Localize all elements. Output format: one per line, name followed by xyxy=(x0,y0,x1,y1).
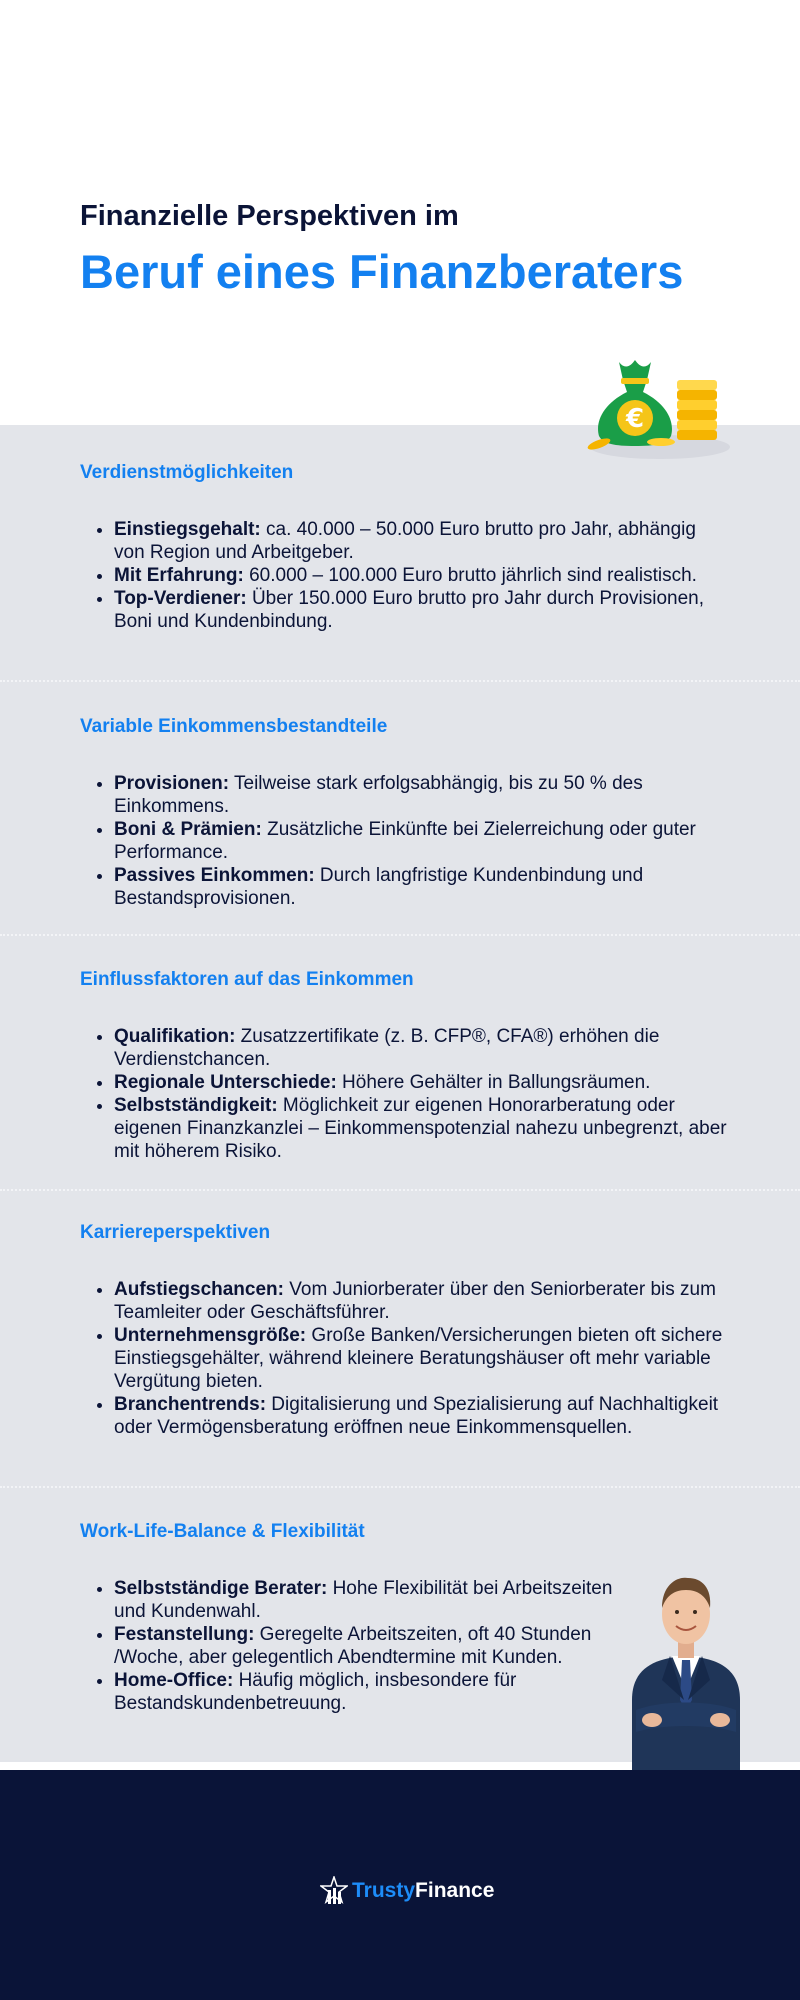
bullet-list xyxy=(80,1577,620,1715)
item-label: Regionale Unterschiede: xyxy=(114,1072,337,1093)
item-text: Zusätzliche Einkünfte bei Zielerreichung oder guter Performance. xyxy=(114,819,696,863)
star-logo-icon xyxy=(320,1876,348,1906)
item-label: Passives Einkommen: xyxy=(114,865,315,886)
section-heading: Verdienstmöglichkeiten xyxy=(80,462,294,483)
section-work-life xyxy=(80,1521,620,1715)
businessman-illustration xyxy=(622,1560,750,1770)
item-text: Geregelte Arbeitszeiten, oft 40 Stunden /Woche, aber gelegentlich Abendtermine mit Kunden. xyxy=(114,1624,592,1668)
item-text: Hohe Flexibilität bei Arbeitszeiten und Kundenwahl. xyxy=(114,1578,613,1622)
item-text: 60.000 – 100.000 Euro brutto jährlich sind realistisch. xyxy=(243,565,697,586)
item-text: Große Banken/Versicherungen bieten oft sichere Einstiegsgehälter, während kleinere Beratungshäuser oft mehr variable Vergütung bieten. xyxy=(114,1325,723,1392)
list-item xyxy=(114,1393,730,1439)
item-text: Möglichkeit zur eigenen Honorarberatung oder eigenen Finanzkanzlei – Einkommenspotenzial nahezu unbegrenzt, aber mit höherem Risiko. xyxy=(114,1095,727,1162)
section-divider xyxy=(0,1189,800,1191)
item-label: Top-Verdiener: xyxy=(114,588,247,609)
section-heading: Einflussfaktoren auf das Einkommen xyxy=(80,969,414,990)
item-text: ca. 40.000 – 50.000 Euro brutto pro Jahr, abhängig von Region und Arbeitgeber. xyxy=(114,519,696,563)
list-item xyxy=(114,864,730,910)
item-text: Durch langfristige Kundenbindung und Bestandsprovisionen. xyxy=(114,865,644,909)
logo-wordmark xyxy=(352,1879,494,1903)
bullet-list xyxy=(80,1278,730,1439)
page-subtitle: Finanzielle Perspektiven im xyxy=(80,200,459,232)
section-divider xyxy=(0,934,800,936)
section-variable-income xyxy=(80,716,730,910)
section-career xyxy=(80,1222,730,1439)
item-label: Selbstständigkeit: xyxy=(114,1095,278,1116)
section-income-factors xyxy=(80,969,730,1163)
item-text: Über 150.000 Euro brutto pro Jahr durch Provisionen, Boni und Kundenbindung. xyxy=(114,588,704,632)
item-text: Zusatzzertifikate (z. B. CFP®, CFA®) erhöhen die Verdienstchancen. xyxy=(114,1026,660,1070)
list-item xyxy=(114,1025,730,1071)
logo-part-trusty: Trusty xyxy=(352,1879,416,1902)
item-text: Höhere Gehälter in Ballungsräumen. xyxy=(336,1072,651,1093)
list-item xyxy=(114,587,730,633)
money-bag-icon xyxy=(585,352,730,462)
item-label: Festanstellung: xyxy=(114,1624,255,1645)
list-item xyxy=(114,1094,730,1163)
section-heading: Variable Einkommensbestandteile xyxy=(80,716,388,737)
item-label: Boni & Prämien: xyxy=(114,819,262,840)
item-text: Häufig möglich, insbesondere für Bestandskundenbetreuung. xyxy=(114,1670,517,1714)
bullet-list xyxy=(80,772,730,910)
list-item xyxy=(114,1669,620,1715)
item-label: Mit Erfahrung: xyxy=(114,565,244,586)
bullet-list xyxy=(80,1025,730,1163)
list-item xyxy=(114,564,730,587)
list-item xyxy=(114,1071,730,1094)
page-title: Beruf eines Finanzberaters xyxy=(80,245,684,298)
item-text: Teilweise stark erfolgsabhängig, bis zu 50 % des Einkommens. xyxy=(114,773,643,817)
item-label: Einstiegsgehalt: xyxy=(114,519,261,540)
logo-part-finance: Finance xyxy=(415,1879,495,1902)
item-label: Selbstständige Berater: xyxy=(114,1578,328,1599)
item-label: Home-Office: xyxy=(114,1670,234,1691)
list-item xyxy=(114,1278,730,1324)
bullet-list xyxy=(80,518,730,633)
item-label: Qualifikation: xyxy=(114,1026,236,1047)
section-heading: Karriereperspektiven xyxy=(80,1222,271,1243)
item-label: Unternehmensgröße: xyxy=(114,1325,307,1346)
section-divider xyxy=(0,1486,800,1488)
section-earnings xyxy=(80,462,730,633)
list-item xyxy=(114,1577,620,1623)
list-item xyxy=(114,1623,620,1669)
item-label: Branchentrends: xyxy=(114,1394,267,1415)
trustyfinance-logo[interactable] xyxy=(320,1874,494,1908)
list-item xyxy=(114,818,730,864)
item-label: Provisionen: xyxy=(114,773,230,794)
section-divider xyxy=(0,680,800,682)
euro-symbol: € xyxy=(625,404,645,434)
item-text: Vom Juniorberater über den Seniorberater bis zum Teamleiter oder Geschäftsführer. xyxy=(114,1279,716,1323)
list-item xyxy=(114,518,730,564)
section-heading: Work-Life-Balance & Flexibilität xyxy=(80,1521,365,1542)
item-text: Digitalisierung und Spezialisierung auf Nachhaltigkeit oder Vermögensberatung eröffnen neue Einkommensquellen. xyxy=(114,1394,719,1438)
list-item xyxy=(114,772,730,818)
item-label: Aufstiegschancen: xyxy=(114,1279,284,1300)
list-item xyxy=(114,1324,730,1393)
